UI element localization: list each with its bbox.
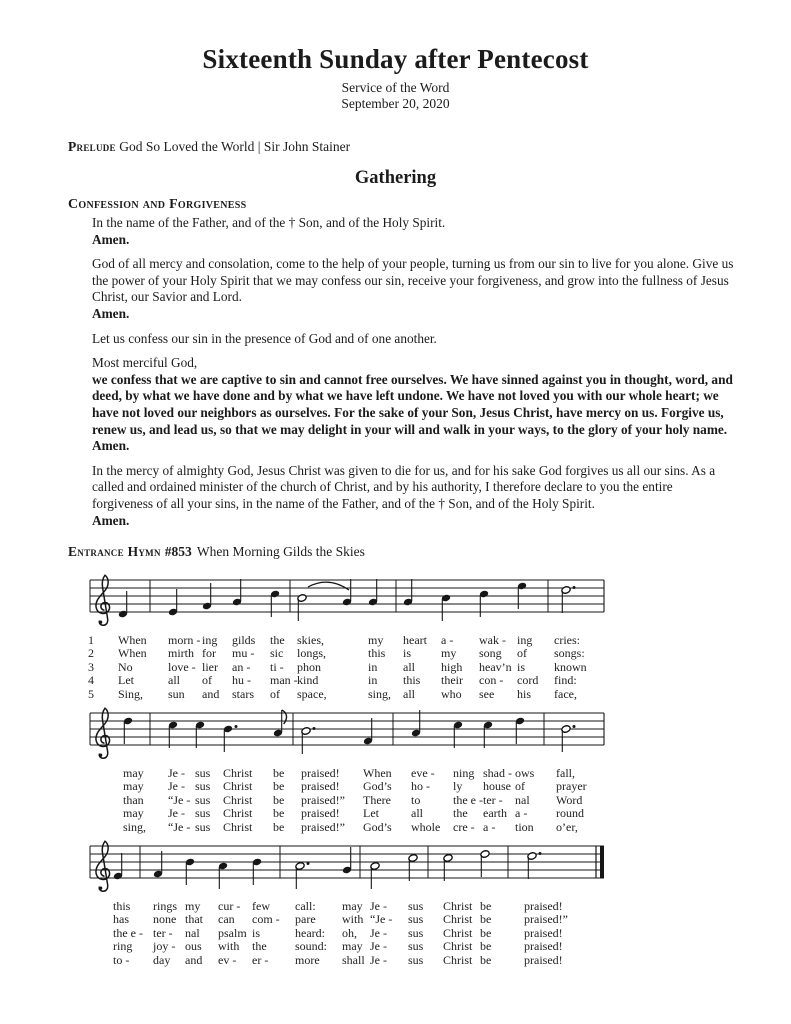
lyric-syllable: Sing, (118, 686, 144, 701)
lyric-syllable: ows (515, 766, 535, 781)
lyric-syllable: sus (408, 912, 424, 927)
hymn-verse-line (88, 926, 791, 939)
liturgy-text: Most merciful God, (92, 355, 198, 371)
note (232, 579, 242, 606)
lyric-syllable: “Je - (370, 912, 393, 927)
lyric-syllable: be (480, 925, 492, 940)
lyric-syllable: ing (517, 633, 533, 648)
congregation-response: Amen. (92, 438, 130, 454)
lyric-syllable: Christ (223, 779, 253, 794)
lyric-syllable: cord (517, 673, 539, 688)
hymn-verse-line (88, 820, 791, 833)
confession-section (0, 197, 791, 529)
lyric-syllable: be (480, 952, 492, 967)
lyric-syllable: all (403, 659, 415, 674)
liturgy-text: Let us confess our sin in the presence of God and of one another. (92, 330, 437, 346)
hymn-system (88, 705, 791, 833)
lyric-syllable: lier (202, 659, 218, 674)
note (301, 727, 316, 754)
lyric-syllable: sus (195, 806, 211, 821)
lyric-syllable: “Je - (168, 792, 191, 807)
lyric-syllable: his (517, 686, 532, 701)
liturgy-text: God of all mercy and consolation, come to the help of your people, turning us from our sin to live for you alone. Give us the power of your Holy Spirit that we may confess our sin, receive your forgiveness, and grow into the fullness of Jesus Christ, our Savior and Lord. (92, 256, 734, 305)
lyric-syllable: and (185, 952, 203, 967)
lyric-syllable: joy - (153, 939, 176, 954)
lyric-syllable: may (342, 899, 363, 913)
hymn-verse-line (88, 673, 791, 686)
service-subtitle: Service of the Word (341, 80, 450, 95)
note (453, 721, 463, 748)
lyric-syllable: space, (297, 686, 327, 701)
lyric-syllable: There (363, 792, 391, 807)
lyric-syllable: prayer (556, 779, 587, 794)
treble-clef-icon (96, 575, 110, 625)
note (195, 721, 205, 748)
lyric-syllable: to - (113, 952, 130, 967)
lyric-syllable: face, (554, 686, 577, 701)
lyric-syllable: hu - (232, 673, 251, 688)
lyric-syllable: day (153, 952, 171, 967)
liturgy-block (92, 256, 734, 322)
lyric-syllable: few (252, 899, 270, 913)
lyric-syllable: Christ (443, 925, 473, 940)
lyric-syllable: my (441, 646, 457, 661)
lyric-syllable: call: (295, 899, 316, 913)
confession-heading: Confession and Forgiveness (68, 197, 247, 212)
liturgy-block (92, 215, 734, 248)
lyric-syllable: for (202, 646, 216, 661)
note (185, 858, 195, 885)
lyric-syllable: than (123, 792, 144, 807)
note (252, 858, 262, 885)
lyric-syllable: praised! (524, 952, 563, 967)
lyric-syllable: all (411, 806, 423, 821)
lyric-syllable: is (252, 925, 261, 940)
lyric-syllable: ter - (153, 925, 173, 940)
music-staff (88, 838, 648, 897)
lyric-syllable: be (480, 912, 492, 927)
prelude-title: God So Loved the World | Sir John Stainer (119, 139, 351, 154)
lyric-syllable: sic (270, 646, 284, 661)
note (408, 854, 418, 881)
hymn-lyrics (88, 899, 791, 966)
lyric-syllable: can (218, 912, 235, 927)
lyric-syllable: be (480, 939, 492, 954)
hymn-verse-line (88, 793, 791, 806)
lyric-syllable: with (342, 912, 364, 927)
lyric-syllable: praised! (524, 899, 563, 913)
lyric-syllable: a - (515, 806, 528, 821)
lyric-syllable: my (368, 633, 384, 648)
hymn-lyrics (88, 766, 791, 833)
liturgy-text: In the mercy of almighty God, Jesus Christ was given to die for us, and for his sake God forgives us all our sins. As a called and ordained minister of the church of Christ, and by his authority, I therefore declare to you the entire forgiveness of all your sins, in the name of the Father, and of the † Son, and of the Holy Spirit. (92, 462, 716, 511)
lyric-syllable: this (113, 899, 131, 913)
lyric-syllable: o’er, (556, 819, 578, 834)
confession-blocks (92, 215, 734, 529)
lyric-syllable: “Je - (168, 819, 191, 834)
lyric-syllable: sus (195, 792, 211, 807)
note (218, 862, 228, 889)
hymn-verse-line (88, 633, 791, 646)
liturgy-block (92, 355, 734, 455)
hymn-system (88, 572, 791, 700)
treble-clef-icon (96, 708, 110, 758)
hymn-system (88, 838, 791, 966)
congregation-response: Amen. (92, 231, 130, 247)
lyric-syllable: Word (556, 792, 583, 807)
lyric-syllable: longs, (297, 646, 327, 661)
congregation-response: we confess that we are captive to sin and cannot free ourselves. We have sinned against you in thought, word, and deed, by what we have done and by what we have left undone. We have not loved you with our whole heart; we have not loved our neighbors as ourselves. For the sake of your Son, Jesus Christ, have mercy on us. Forgive us, renew us, and lead us, so that we may delight in your will and walk in your ways, to the glory of your holy name. (92, 371, 733, 437)
lyric-syllable: ning (453, 766, 475, 781)
lyric-syllable: ti - (270, 659, 284, 674)
lyric-syllable: of (517, 646, 527, 661)
prelude-label: Prelude (68, 139, 116, 154)
tie-slur (308, 582, 349, 590)
lyric-syllable: Let (363, 806, 379, 821)
lyric-syllable: Christ (443, 912, 473, 927)
lyric-syllable: in (368, 659, 378, 674)
lyric-syllable: to (411, 792, 421, 807)
lyric-syllable: be (273, 806, 285, 821)
lyric-syllable: No (118, 659, 133, 674)
lyric-syllable: praised!” (301, 819, 345, 834)
hymn-title: When Morning Gilds the Skies (196, 544, 365, 560)
lyric-syllable: Je - (370, 925, 387, 940)
lyric-syllable: in (368, 673, 378, 688)
lyric-syllable: ly (453, 779, 463, 794)
lyric-syllable: ing (202, 633, 218, 648)
lyric-syllable: When (118, 633, 147, 648)
hymn-verse-line (88, 939, 791, 952)
lyric-syllable: a - (483, 819, 496, 834)
lyric-syllable: con - (479, 673, 504, 688)
hymn-verse-line (88, 779, 791, 792)
treble-clef-icon (96, 841, 110, 891)
note (153, 851, 163, 878)
lyric-syllable: shad - (483, 766, 512, 781)
lyric-syllable: the e - (113, 925, 143, 940)
hymn-verse-line (88, 766, 791, 779)
note (123, 717, 133, 744)
lyric-syllable: phon (297, 659, 321, 674)
hymn-verse-line (88, 899, 791, 912)
lyric-syllable: known (554, 659, 587, 674)
lyric-syllable: a - (441, 633, 454, 648)
lyric-syllable: Christ (443, 939, 473, 954)
lyric-syllable: of (202, 673, 212, 688)
lyric-syllable: sus (408, 925, 424, 940)
lyric-syllable: who (441, 686, 462, 701)
lyric-syllable: praised! (524, 939, 563, 954)
note (342, 579, 352, 606)
lyric-syllable: see (479, 686, 495, 701)
lyric-syllable: all (403, 686, 415, 701)
lyric-syllable: all (168, 673, 180, 688)
lyric-syllable: com - (252, 912, 280, 927)
note (370, 862, 380, 889)
lyric-syllable: Christ (443, 952, 473, 967)
lyric-syllable: oh, (342, 925, 357, 940)
lyric-syllable: and (202, 686, 220, 701)
hymn-verse-line (88, 806, 791, 819)
note (561, 586, 576, 613)
lyric-syllable: find: (554, 673, 577, 688)
lyric-syllable: sus (408, 939, 424, 954)
lyric-syllable: sing, (123, 819, 147, 834)
lyric-syllable: sus (408, 899, 424, 913)
lyric-syllable: kind (297, 673, 319, 688)
music-staff (88, 572, 648, 631)
lyric-syllable: sing, (368, 686, 392, 701)
lyric-syllable: nal (185, 925, 200, 940)
hymn-number: #853 (164, 544, 192, 560)
lyric-syllable: shall (342, 952, 365, 967)
lyric-syllable: cur - (218, 899, 241, 913)
page-title: Sixteenth Sunday after Pentecost (202, 44, 589, 74)
lyric-syllable: praised! (301, 779, 340, 794)
lyric-syllable: the e - (453, 792, 483, 807)
lyric-syllable: none (153, 912, 177, 927)
lyric-syllable: Je - (370, 939, 387, 954)
lyric-syllable: Je - (370, 952, 387, 967)
lyric-syllable: fall, (556, 766, 575, 781)
lyric-syllable: Christ (223, 806, 253, 821)
note (479, 590, 489, 617)
lyric-syllable: more (295, 952, 320, 967)
lyric-syllable: this (403, 673, 421, 688)
verse-number: 2 (88, 646, 94, 661)
lyric-syllable: nal (515, 792, 530, 807)
lyric-syllable: morn - (168, 633, 201, 648)
service-date: September 20, 2020 (341, 96, 450, 111)
lyric-syllable: this (368, 646, 386, 661)
lyric-syllable: psalm (218, 925, 247, 940)
lyric-syllable: that (185, 912, 203, 927)
lyric-syllable: ring (113, 939, 133, 954)
lyric-syllable: rings (153, 899, 177, 913)
note (403, 579, 413, 606)
note (297, 594, 307, 621)
lyric-syllable: love - (168, 659, 196, 674)
lyric-syllable: cries: (554, 633, 580, 648)
lyric-syllable: of (515, 779, 525, 794)
lyric-syllable: praised! (301, 806, 340, 821)
lyric-syllable: Christ (443, 899, 473, 913)
lyric-syllable: cre - (453, 819, 475, 834)
hymn-lyrics (88, 633, 791, 700)
lyric-syllable: Christ (223, 792, 253, 807)
lyric-syllable: heart (403, 633, 427, 648)
lyric-syllable: house (483, 779, 511, 794)
lyric-syllable: Let (118, 673, 134, 688)
lyric-syllable: Je - (168, 766, 185, 781)
hymn-verse-line (88, 646, 791, 659)
lyric-syllable: be (480, 899, 492, 913)
lyric-syllable: an - (232, 659, 251, 674)
note (441, 594, 451, 621)
note (483, 721, 493, 748)
lyric-syllable: be (273, 819, 285, 834)
lyric-syllable: round (556, 806, 584, 821)
lyric-syllable: God’s (363, 779, 392, 794)
lyric-syllable: heard: (295, 925, 325, 940)
entrance-hymn-label: Entrance Hymn (68, 544, 161, 560)
lyric-syllable: be (273, 779, 285, 794)
lyric-syllable: their (441, 673, 463, 688)
note (411, 710, 421, 737)
congregation-response: Amen. (92, 305, 130, 321)
lyric-syllable: When (118, 646, 147, 661)
final-barline (600, 846, 604, 878)
note (480, 850, 490, 877)
lyric-syllable: my (185, 899, 201, 913)
lyric-syllable: may (123, 806, 144, 821)
note (342, 847, 352, 874)
hymn-notation (88, 572, 791, 966)
lyric-syllable: the (453, 806, 468, 821)
lyric-syllable: high (441, 659, 463, 674)
lyric-syllable: with (218, 939, 240, 954)
note (295, 862, 310, 889)
lyric-syllable: is (517, 659, 526, 674)
hymn-verse-line (88, 912, 791, 925)
lyric-syllable: of (270, 686, 280, 701)
lyric-syllable: When (363, 766, 392, 781)
lyric-syllable: pare (295, 912, 316, 927)
lyric-syllable: eve - (411, 766, 435, 781)
music-staff (88, 705, 648, 764)
lyric-syllable: God’s (363, 819, 392, 834)
lyric-syllable: man - (270, 673, 298, 688)
note (527, 852, 542, 879)
hymn-verse-line (88, 660, 791, 673)
note (517, 582, 527, 609)
lyric-syllable: ev - (218, 952, 237, 967)
lyric-syllable: has (113, 912, 129, 927)
lyric-syllable: be (273, 792, 285, 807)
verse-number: 1 (88, 633, 94, 648)
lyric-syllable: may (342, 939, 363, 954)
lyric-syllable: praised! (524, 925, 563, 940)
note (118, 591, 128, 618)
lyric-syllable: er - (252, 952, 269, 967)
lyric-syllable: heav’n (479, 659, 512, 674)
note (515, 717, 525, 744)
lyric-syllable: Christ (223, 819, 253, 834)
lyric-syllable: sun (168, 686, 185, 701)
lyric-syllable: praised!” (524, 912, 568, 927)
lyric-syllable: the (270, 633, 285, 648)
lyric-syllable: wak - (479, 633, 506, 648)
lyric-syllable: the (252, 939, 267, 954)
lyric-syllable: tion (515, 819, 534, 834)
entrance-hymn-line (68, 544, 791, 560)
liturgy-text: In the name of the Father, and of the † Son, and of the Holy Spirit. (92, 215, 446, 230)
lyric-syllable: sus (408, 952, 424, 967)
lyric-syllable: praised!” (301, 792, 345, 807)
lyric-syllable: mu - (232, 646, 255, 661)
note (443, 854, 453, 881)
note (368, 579, 378, 606)
lyric-syllable: song (479, 646, 502, 661)
congregation-response: Amen. (92, 512, 130, 528)
lyric-syllable: may (123, 766, 144, 781)
note (273, 710, 287, 737)
liturgy-block (92, 331, 734, 348)
verse-number: 4 (88, 673, 94, 688)
lyric-syllable: may (123, 779, 144, 794)
lyric-syllable: ous (185, 939, 202, 954)
lyric-syllable: gilds (232, 633, 256, 648)
hymn-verse-line (88, 687, 791, 700)
lyric-syllable: sound: (295, 939, 328, 954)
lyric-syllable: whole (411, 819, 441, 834)
lyric-syllable: Je - (168, 806, 185, 821)
lyric-syllable: is (403, 646, 412, 661)
note (168, 589, 178, 616)
note (113, 853, 123, 880)
lyric-syllable: Je - (168, 779, 185, 794)
lyric-syllable: sus (195, 766, 211, 781)
note (270, 590, 280, 617)
lyric-syllable: earth (483, 806, 507, 821)
verse-number: 5 (88, 686, 94, 701)
note (202, 583, 212, 610)
lyric-syllable: ho - (411, 779, 430, 794)
lyric-syllable: ter - (483, 792, 503, 807)
lyric-syllable: skies, (297, 633, 324, 648)
note (363, 718, 373, 745)
lyric-syllable: sus (195, 779, 211, 794)
lyric-syllable: songs: (554, 646, 585, 661)
lyric-syllable: praised! (301, 766, 340, 781)
verse-number: 3 (88, 659, 94, 674)
lyric-syllable: be (273, 766, 285, 781)
lyric-syllable: stars (232, 686, 254, 701)
lyric-syllable: Je - (370, 899, 387, 913)
lyric-syllable: mirth (168, 646, 194, 661)
lyric-syllable: sus (195, 819, 211, 834)
prelude-line (68, 139, 791, 155)
hymn-verse-line (88, 953, 791, 966)
section-heading-gathering: Gathering (354, 168, 437, 188)
lyric-syllable: Christ (223, 766, 253, 781)
note (168, 721, 178, 748)
liturgy-block (92, 463, 734, 529)
bulletin-header (0, 0, 791, 112)
